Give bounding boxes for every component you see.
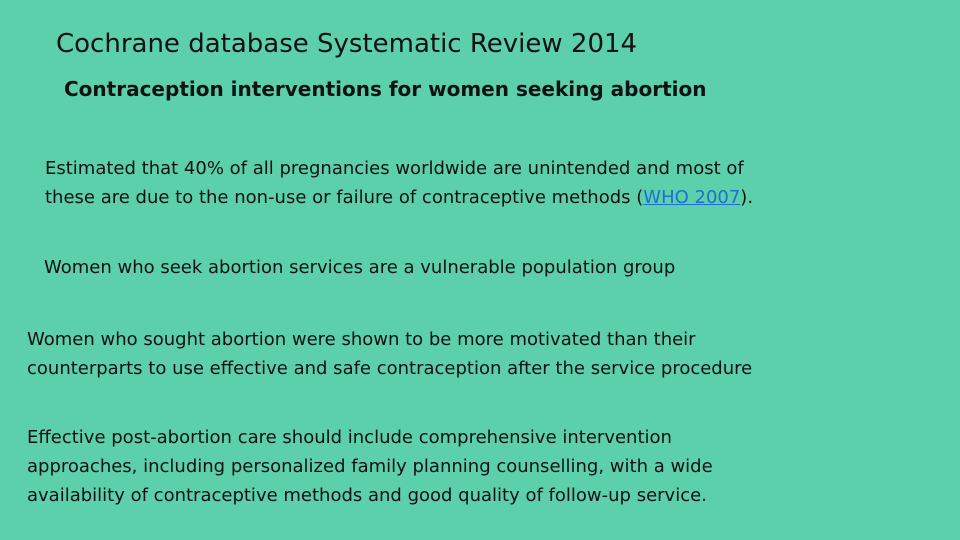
paragraph-line: approaches, including personalized family planning counselling, with a wide — [27, 456, 713, 477]
paragraph-text: ). — [740, 187, 754, 208]
paragraph-vulnerable-population — [44, 253, 894, 282]
paragraph-line: Women who seek abortion services are a vulnerable population group — [44, 257, 676, 278]
slide-subtitle: Contraception interventions for women seeking abortion — [64, 77, 707, 101]
paragraph-line: counterparts to use effective and safe contraception after the service procedure — [27, 358, 753, 379]
paragraph-line: availability of contraceptive methods and good quality of follow-up service. — [27, 485, 707, 506]
paragraph-motivation — [27, 325, 907, 383]
paragraph-line: Estimated that 40% of all pregnancies worldwide are unintended and most of — [45, 158, 744, 179]
paragraph-text: these are due to the non-use or failure of contraceptive methods ( — [45, 187, 644, 208]
who-2007-link[interactable]: WHO 2007 — [643, 187, 741, 208]
paragraph-post-abortion-care — [27, 423, 907, 510]
slide-title: Cochrane database Systematic Review 2014 — [56, 29, 638, 59]
paragraph-line: Women who sought abortion were shown to be more motivated than their — [27, 329, 696, 350]
paragraph-line — [45, 183, 895, 212]
paragraph-line: Effective post-abortion care should include comprehensive intervention — [27, 427, 672, 448]
paragraph-unintended-pregnancies — [45, 154, 895, 212]
